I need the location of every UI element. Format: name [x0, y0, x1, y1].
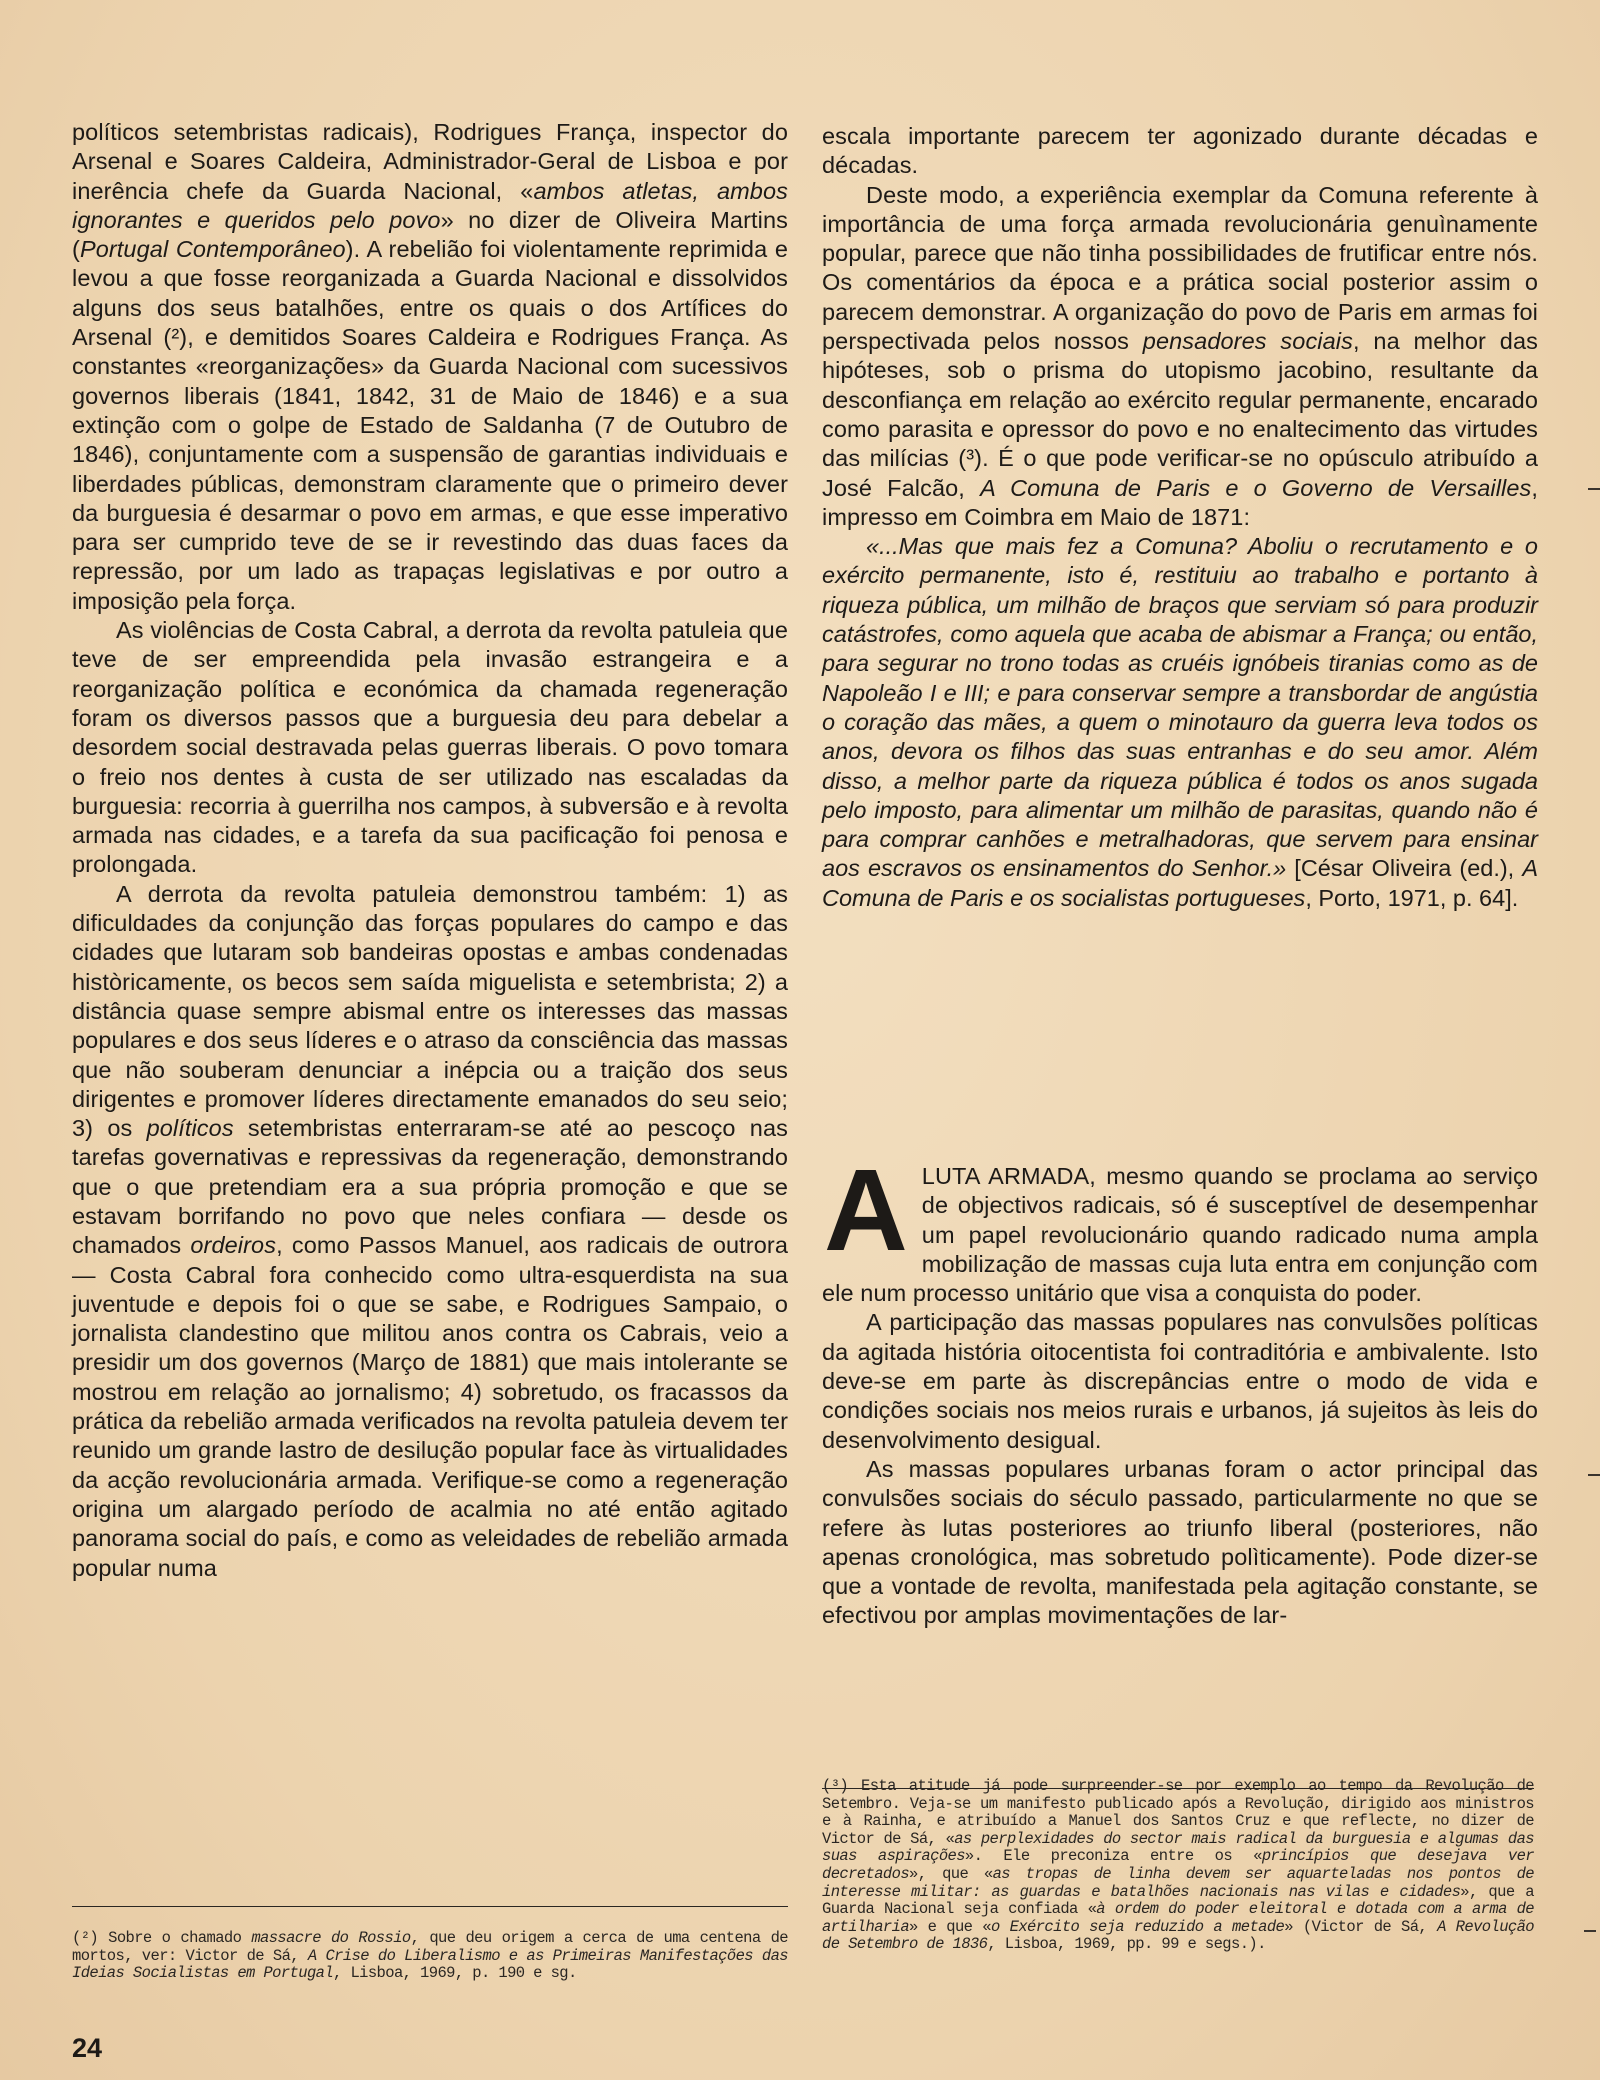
body-paragraph: [822, 181, 1538, 533]
drop-cap: A: [824, 1145, 908, 1275]
text-run: Deste modo, a experiência exemplar da Comuna referente à importância de uma força armada revolucionária genuìnamente popular, parece que não tinha possibilidades de frutificar entre nós. Os comentários da época e a prática social posterior assim o parecem demonstrar. A organização do povo de Paris em armas foi perspectivada pelos nossos: [822, 181, 1538, 355]
text-run: ». Ele preconiza entre os «: [964, 1847, 1262, 1866]
footnote-2: [72, 1930, 788, 1983]
emphasis-text: princípios que desejava ver decretados: [822, 1847, 1534, 1883]
block-quote: [822, 532, 1538, 913]
text-run: A derrota da revolta patuleia demonstrou também: 1) as dificuldades da conjunção das forças populares do campo e das cidades que lutaram sob bandeiras opostas e ambas condenadas històricamente, os becos sem saída miguelista e setembrista; 2) a distância quase sempre abismal entre os interesses das massas populares e dos seus líderes e o atraso da consciência das massas que não souberam denunciar a inépcia ou a traição dos seus dirigentes e promover líderes directamente emanados do seu seio; 3) os: [72, 880, 788, 1142]
left-column: [72, 118, 788, 1583]
body-paragraph: [72, 880, 788, 1583]
body-paragraph: [72, 118, 788, 616]
section-luta-armada: [822, 1145, 1538, 1631]
text-run: », que a Guarda Nacional seja confiada «: [822, 1882, 1534, 1919]
page-number: 24: [72, 2033, 103, 2063]
emphasis-text: ambos atletas, ambos ignorantes e queridos pelo povo: [72, 177, 788, 233]
text-run: ). A rebelião foi violentamente reprimida e levou a que fosse reorganizada a Guarda Nacional e dissolvidos alguns dos seus batalhões, entre os quais o dos Artífices do Arsenal (²), e demitidos Soares Caldeira e Rodrigues França. As constantes «reorganizações» da Guarda Nacional com sucessivos governos liberais (1841, 1842, 31 de Maio de 1846) e a sua extinção com o golpe de Estado de Saldanha (7 de Outubro de 1846), conjuntamente com a suspensão de garantias individuais e liberdades públicas, demonstram claramente que o primeiro dever da burguesia é desarmar o povo em armas, e que esse imperativo para ser cumprido teve de se ir revestindo das duas faces da repressão, por um lado as trapaças legislativas e por outro a imposição pela força.: [72, 236, 788, 614]
text-run: , impresso em Coimbra em Maio de 1871:: [822, 474, 1539, 530]
footnote-3: [822, 1778, 1534, 1954]
section-lead-paragraph: [822, 1145, 1538, 1308]
text-run: » (Victor de Sá,: [1284, 1917, 1438, 1936]
emphasis-text: massacre do Rossio: [251, 1929, 411, 1947]
text-run: A participação das massas populares nas convulsões políticas da agitada história oitocentista foi contraditória e ambivalente. Isto deve-se em parte às discrepâncias entre o modo de vida e condições sociais nos meios rurais e urbanos, já sujeitos às leis do desenvolvimento desigual.: [822, 1309, 1538, 1453]
text-run: , na melhor das hipóteses, sob o prisma do utopismo jacobino, resultante da desconfiança em relação ao exército regular permanente, encarado como parasita e opressor do povo e no enaltecimento das virtudes das milícias (³). É o que pode verificar-se no opúsculo atribuído a José Falcão,: [822, 328, 1538, 501]
text-run: As violências de Costa Cabral, a derrota da revolta patuleia que teve de ser empreendida pela invasão estrangeira e a reorganização política e económica da chamada regeneração foram os diversos passos que a burguesia deu para debelar a desordem social destravada pelas guerras liberais. O povo tomara o freio nos dentes à custa de ser utilizado nas escaladas da burguesia: recorria à guerrilha nos campos, à subversão e à revolta armada nas cidades, e a tarefa da sua pacificação foi penosa e prolongada.: [72, 617, 788, 878]
body-paragraph: [822, 1455, 1538, 1631]
emphasis-text: Portugal Contemporâneo: [79, 236, 346, 263]
margin-mark: [1584, 1930, 1596, 1932]
margin-mark: [1588, 488, 1600, 490]
text-run: , como Passos Manuel, aos radicais de outrora — Costa Cabral fora conhecido como ultra-esquerdista na sua juventude e depois foi o que se sabe, e Rodrigues Sampaio, o jornalista clandestino que militou anos contra os Cabrais, veio a presidir um dos governos (Março de 1881) que mais intolerante se mostrou em relação ao jornalismo; 4) sobretudo, os fracassos da prática da rebelião armada verificados na revolta patuleia devem ter reunido um grande lastro de desilução popular face às virtualidades da acção revolucionária armada. Verifique-se como a regeneração origina um alargado período de acalmia no até então agitado panorama social do país, e como as veleidades de rebelião armada popular numa: [72, 1232, 789, 1581]
text-run: [César Oliveira (ed.),: [1294, 855, 1523, 882]
body-paragraph: [72, 616, 788, 880]
text-run: LUTA ARMADA, mesmo quando se proclama ao serviço de objectivos radicais, só é susceptível de desempenhar um papel revolucionário quando radicado numa ampla mobilização de massas cuja luta entra em conjunção com ele num processo unitário que visa a conquista do poder.: [822, 1163, 1538, 1307]
emphasis-text: A Comuna de Paris e o Governo de Versailles: [980, 474, 1532, 501]
footnote-divider-left: [72, 1906, 788, 1907]
text-run: » e que «: [909, 1917, 991, 1936]
text-run: As massas populares urbanas foram o actor principal das convulsões sociais do século passado, particularmente no que se refere às lutas posteriores ao triunfo liberal (posteriores, não apenas cronológica, mas sobretudo polìticamente). Pode dizer-se que a vontade de revolta, manifestada pela agitação constante, se efectivou por amplas movimentações de lar-: [822, 1455, 1538, 1629]
text-run: setembristas enterraram-se até ao pescoço nas tarefas governativas e repressivas da regeneração, demonstrando que o que pretendiam era a sua própria promoção e que se estavam borrifando no povo que neles confiara — desde os chamados: [72, 1115, 788, 1259]
emphasis-text: políticos: [146, 1115, 234, 1142]
text-run: , Lisboa, 1969, p. 190 e sg.: [333, 1964, 577, 1983]
body-paragraph: [822, 1308, 1538, 1454]
text-run: (²) Sobre o chamado: [72, 1929, 252, 1947]
emphasis-text: ordeiros: [190, 1232, 277, 1259]
text-run: «...Mas que mais fez a Comuna? Aboliu o recrutamento e o exército permanente, isto é, restituiu ao trabalho e portanto à riqueza pública, um milhão de braços que serviam só para produzir catástrofes, como aquela que acaba de abismar a França; ou então, para segurar no trono todas as cruéis ignóbeis tiranias como as de Napoleão I e III; e para conservar sempre a transbordar de angústia o coração das mães, a quem o minotauro da guerra leva todos os anos, devora os filhos das suas entranhas e do seu amor. Além disso, a melhor parte da riqueza pública é todos os anos sugada pelo imposto, para alimentar um milhão de parasitas, quando não é para comprar canhões e metralhadoras, que servem para ensinar aos escravos os ensinamentos do Senhor.»: [822, 533, 1538, 882]
text-run: políticos setembristas radicais), Rodrigues França, inspector do Arsenal e Soares Caldeira, Administrador-Geral de Lisboa e por inerência chefe da Guarda Nacional, «: [72, 119, 788, 204]
text-run: , Lisboa, 1969, pp. 99 e segs.).: [987, 1935, 1266, 1954]
emphasis-text: pensadores sociais: [1142, 328, 1353, 355]
right-column: [822, 122, 1538, 913]
emphasis-text: o Exército seja reduzido a metade: [991, 1917, 1285, 1936]
emphasis-text: as perplexidades do sector mais radical da burguesia e algumas das suas aspirações: [822, 1829, 1534, 1866]
emphasis-text: as tropas de linha devem ser aquarteladas nos pontos de interesse militar: as guardas e batalhões nacionais nas vilas e cidades: [822, 1864, 1534, 1901]
text-run: (³) Esta atitude já pode surpreender-se por exemplo ao tempo da Revolução de Setembro. Veja-se um manifesto publicado após a Revolução, dirigido aos ministros e à Rainha, e atribuído a Manuel dos Santos Cruz e que reflecte, no dizer de Victor de Sá, «: [822, 1777, 1534, 1848]
text-run: » no dizer de Oliveira Martins (: [72, 206, 788, 263]
body-paragraph: [822, 122, 1538, 181]
emphasis-text: à ordem do poder eleitoral e dotada com a arma de artilharia: [822, 1900, 1535, 1936]
text-run: escala importante parecem ter agonizado durante décadas e décadas.: [822, 123, 1538, 179]
text-run: A Comuna de Paris e os socialistas portugueses: [822, 855, 1539, 911]
emphasis-text: A Revolução de Setembro de 1836: [822, 1917, 1534, 1954]
text-run: », que «: [909, 1864, 993, 1883]
margin-mark: [1588, 1474, 1600, 1476]
text-run: , que deu origem a cerca de uma centena de mortos, ver: Victor de Sá,: [72, 1929, 788, 1965]
emphasis-text: A Crise do Liberalismo e as Primeiras Manifestações das Ideias Socialistas em Portugal: [72, 1946, 788, 1983]
text-run: , Porto, 1971, p. 64].: [1305, 884, 1519, 911]
